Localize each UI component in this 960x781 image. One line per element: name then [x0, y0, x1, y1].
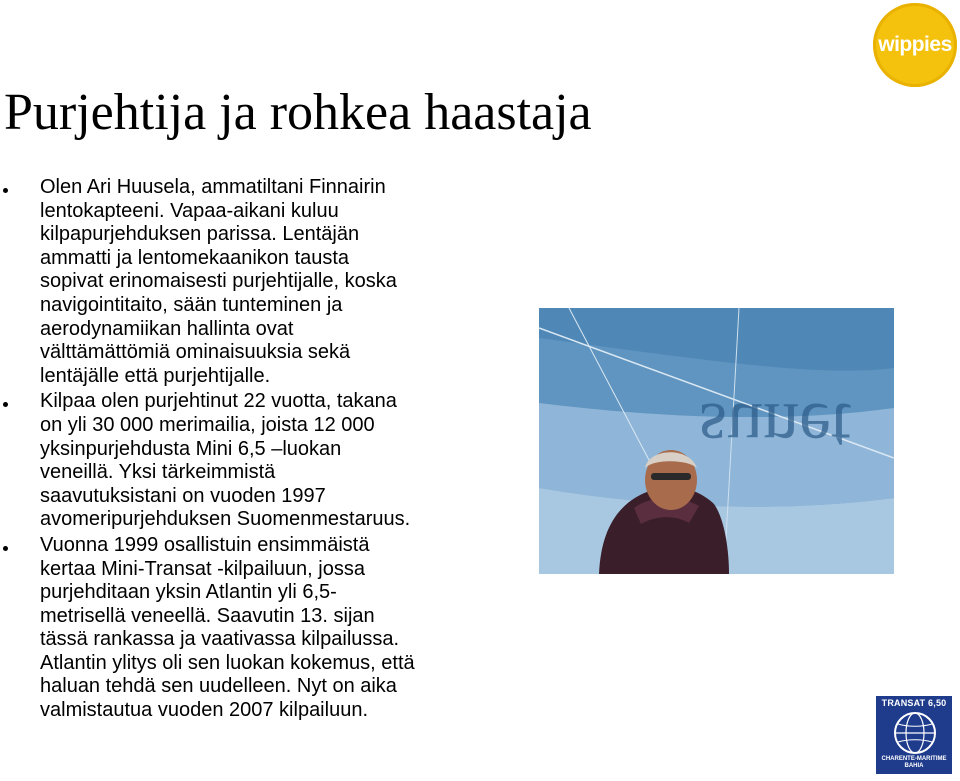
bullet-text-line: kilpapurjehduksen parissa. Lentäjän: [40, 223, 360, 246]
bullet-text-line: Olen Ari Huusela, ammatiltani Finnairin: [40, 176, 386, 198]
bullet-text-line: purjehditaan yksin Atlantin yli 6,5-: [40, 581, 337, 604]
bullet-text-line: ammatti ja lentomekaanikon tausta: [40, 246, 350, 269]
bullet-text-line: avomeripurjehduksen Suomenmestaruus.: [40, 508, 411, 531]
bullet-marker-icon: [3, 546, 8, 551]
bullet-text-line: yksinpurjehdusta Mini 6,5 –luokan: [40, 437, 342, 460]
logo-text: wippies: [878, 33, 952, 56]
sail-lettering: sunet: [699, 388, 851, 468]
bullet-item: [0, 176, 520, 388]
bullet-text-line: sopivat erinomaisesti purjehtijalle, koska: [40, 270, 397, 293]
bullet-text-line: haluan tehdä sen uudelleen. Nyt on aika: [40, 675, 397, 698]
photo-illustration: [539, 308, 894, 574]
transat-650-badge: [874, 694, 954, 776]
bullet-item: [0, 390, 520, 532]
badge-title: TRANSAT 6,50: [881, 698, 947, 708]
bullet-text-line: välttämättömiä ominaisuuksia sekä: [40, 341, 351, 364]
slide-title: Purjehtija ja rohkea haastaja: [4, 84, 592, 141]
sunglasses: [651, 473, 691, 480]
bullet-item: [0, 534, 520, 723]
globe-icon: [890, 711, 940, 755]
bullet-text-line: saavutuksistani on vuoden 1997: [40, 484, 326, 507]
sailor-photo: [539, 308, 894, 574]
bullet-text-line: valmistautua vuoden 2007 kilpailuun.: [40, 699, 368, 722]
bullet-list: [0, 176, 520, 725]
bullet-text-line: tässä rankassa ja vaativassa kilpailussa.: [40, 628, 400, 651]
bullet-text-line: Kilpaa olen purjehtinut 22 vuotta, takana: [40, 390, 397, 413]
bullet-text-line: kertaa Mini-Transat -kilpailuun, jossa: [40, 557, 365, 580]
badge-subtitle: [876, 756, 952, 770]
badge-subtitle-line: CHARENTE-MARITIME: [881, 756, 947, 762]
bullet-text-line: veneillä. Yksi tärkeimmistä: [40, 461, 276, 484]
bullet-text-line: lentäjälle että purjehtijalle.: [40, 364, 271, 387]
wippies-logo: [873, 3, 957, 87]
bullet-marker-icon: [3, 402, 8, 407]
bullet-text-line: Vuonna 1999 osallistuin ensimmäistä: [40, 533, 370, 556]
bullet-text-line: navigointitaito, sään tunteminen ja: [40, 293, 343, 316]
bullet-marker-icon: [3, 188, 8, 193]
bullet-text-line: on yli 30 000 merimailia, joista 12 000: [40, 413, 375, 436]
bullet-text-line: metrisellä veneellä. Saavutin 13. sijan: [40, 604, 375, 627]
bullet-text-line: lentokapteeni. Vapaa-aikani kuluu: [40, 199, 339, 222]
bullet-text-line: Atlantin ylitys oli sen luokan kokemus, että: [40, 651, 415, 674]
badge-subtitle-line: BAHIA: [904, 763, 924, 769]
bullet-text-line: aerodynamiikan hallinta ovat: [40, 317, 294, 340]
